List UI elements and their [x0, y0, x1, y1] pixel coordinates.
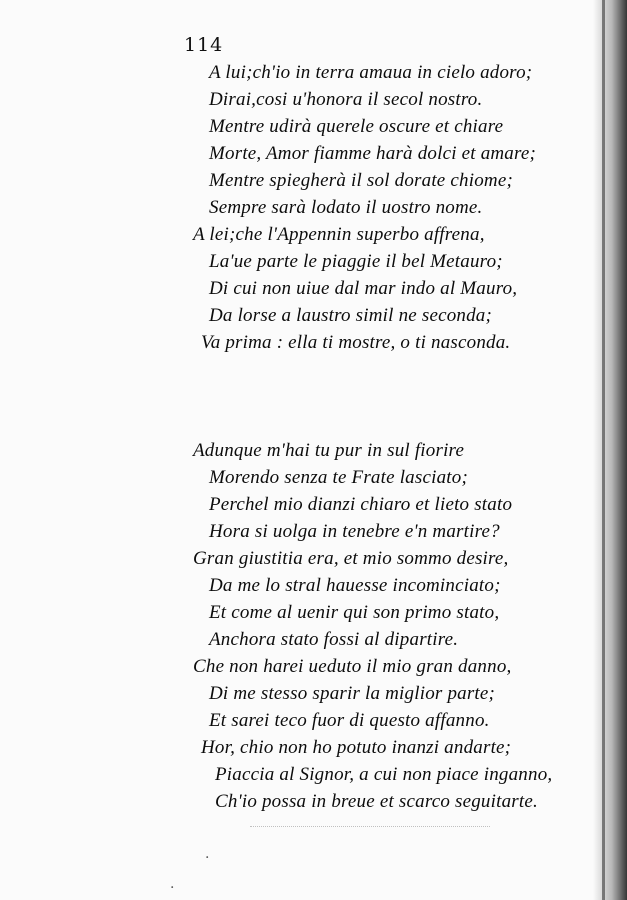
ink-speck: ·: [170, 880, 175, 896]
verse-line: La'ue parte le piaggie il bel Metauro;: [209, 251, 503, 272]
verse-line: Hor, chio non ho potuto inanzi andarte;: [201, 737, 512, 758]
page-edge-shadow: [593, 0, 627, 900]
page-number: 114: [184, 34, 224, 56]
verse-line: Morendo senza te Frate lasciato;: [209, 467, 468, 488]
verse-line: Gran giustitia era, et mio sommo desire,: [193, 548, 509, 569]
verse-line: Piaccia al Signor, a cui non piace inganno,: [215, 764, 553, 785]
verse-line: Di cui non uiue dal mar indo al Mauro,: [209, 278, 518, 299]
verse-line: Et come al uenir qui son primo stato,: [209, 602, 500, 623]
verse-line: Morte, Amor fiamme harà dolci et amare;: [209, 143, 537, 164]
verse-line: Ch'io possa in breue et scarco seguitarte.: [215, 791, 538, 812]
verse-line: Perchel mio dianzi chiaro et lieto stato: [209, 494, 513, 515]
verse-line: Adunque m'hai tu pur in sul fiorire: [193, 440, 465, 461]
verse-line: Che non harei ueduto il mio gran danno,: [193, 656, 512, 677]
verse-line: Mentre spiegherà il sol dorate chiome;: [209, 170, 513, 191]
verse-line: Da lorse a laustro simil ne seconda;: [209, 305, 493, 326]
verse-line: Anchora stato fossi al dipartire.: [209, 629, 459, 650]
verse-line: Mentre udirà querele oscure et chiare: [209, 116, 504, 137]
verse-line: Sempre sarà lodato il uostro nome.: [209, 197, 483, 218]
verse-line: Di me stesso sparir la miglior parte;: [209, 683, 496, 704]
verse-line: Dirai,cosi u'honora il secol nostro.: [209, 89, 483, 110]
verse-line: Da me lo stral hauesse incominciato;: [209, 575, 501, 596]
verse-line: A lei;che l'Appennin superbo affrena,: [193, 224, 485, 245]
verse-line: Hora si uolga in tenebre e'n martire?: [209, 521, 500, 542]
bleed-through-smudge: [250, 826, 490, 835]
verse-line: Va prima : ella ti mostre, o ti nasconda.: [201, 332, 511, 353]
ink-speck: ·: [205, 850, 210, 866]
verse-line: A lui;ch'io in terra amaua in cielo adoro;: [209, 62, 533, 83]
page-edge-line: [602, 0, 605, 900]
verse-line: Et sarei teco fuor di questo affanno.: [209, 710, 490, 731]
